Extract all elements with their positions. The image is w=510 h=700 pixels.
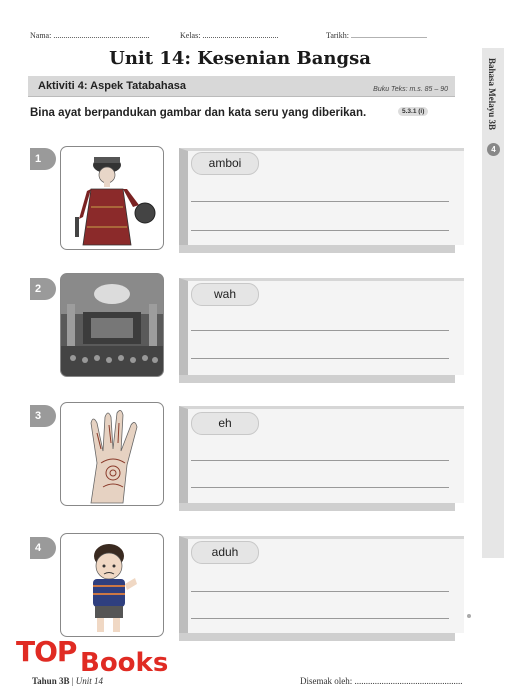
kelas-field: Kelas: ......................................	[180, 31, 279, 40]
nama-field: Nama: ................................................	[30, 31, 150, 40]
answer-line-2b[interactable]	[191, 358, 449, 359]
panel-shadow-4	[179, 633, 455, 641]
topbooks-logo-top: TOP	[16, 635, 77, 668]
page-title: Unit 14: Kesenian Bangsa	[109, 48, 371, 69]
answer-line-4a[interactable]	[191, 591, 449, 592]
theatre-hall-icon	[61, 274, 163, 376]
instruction-text: Bina ayat berpandukan gambar dan kata seru yang diberikan.	[30, 107, 367, 119]
answer-line-4b[interactable]	[191, 618, 449, 619]
picture-frame-1	[60, 146, 164, 250]
answer-line-1b[interactable]	[191, 230, 449, 231]
side-number-badge: 4	[487, 143, 500, 156]
panel-shadow-2	[179, 375, 455, 383]
stray-dot	[467, 614, 471, 618]
footer-separator: |	[71, 676, 74, 686]
henna-hands-icon	[61, 403, 163, 505]
topbooks-logo-books: Books	[80, 648, 169, 678]
side-label: Bahasa Melayu 3B	[487, 58, 497, 131]
panel-shadow-3	[179, 503, 455, 511]
answer-line-3b[interactable]	[191, 487, 449, 488]
answer-line-3a[interactable]	[191, 460, 449, 461]
kata-seru-4: aduh	[191, 541, 259, 564]
kata-seru-1: amboi	[191, 152, 259, 175]
footer-disemak: Disemak oleh: ................................................	[300, 676, 463, 686]
kata-seru-2: wah	[191, 283, 259, 306]
unit-label: Unit 14	[75, 676, 104, 686]
item-number-2: 2	[30, 278, 56, 300]
traditional-dancer-icon	[61, 147, 163, 249]
item-number-3: 3	[30, 405, 56, 427]
answer-line-2a[interactable]	[191, 330, 449, 331]
buku-teks-reference: Buku Teks: m.s. 85 – 90	[373, 86, 448, 93]
item-number-4: 4	[30, 537, 56, 559]
item-number-1: 1	[30, 148, 56, 170]
standard-badge: 5.3.1 (i)	[398, 107, 428, 116]
picture-frame-2	[60, 273, 164, 377]
tarikh-field: Tarikh: ......................................	[326, 31, 427, 40]
tahun-label: Tahun 3B	[32, 676, 70, 686]
answer-line-1a[interactable]	[191, 201, 449, 202]
activity-title: Aktiviti 4: Aspek Tatabahasa	[38, 80, 186, 92]
picture-frame-3	[60, 402, 164, 506]
panel-shadow-1	[179, 245, 455, 253]
picture-frame-4	[60, 533, 164, 637]
boy-in-pain-icon	[61, 534, 163, 636]
kata-seru-3: eh	[191, 412, 259, 435]
